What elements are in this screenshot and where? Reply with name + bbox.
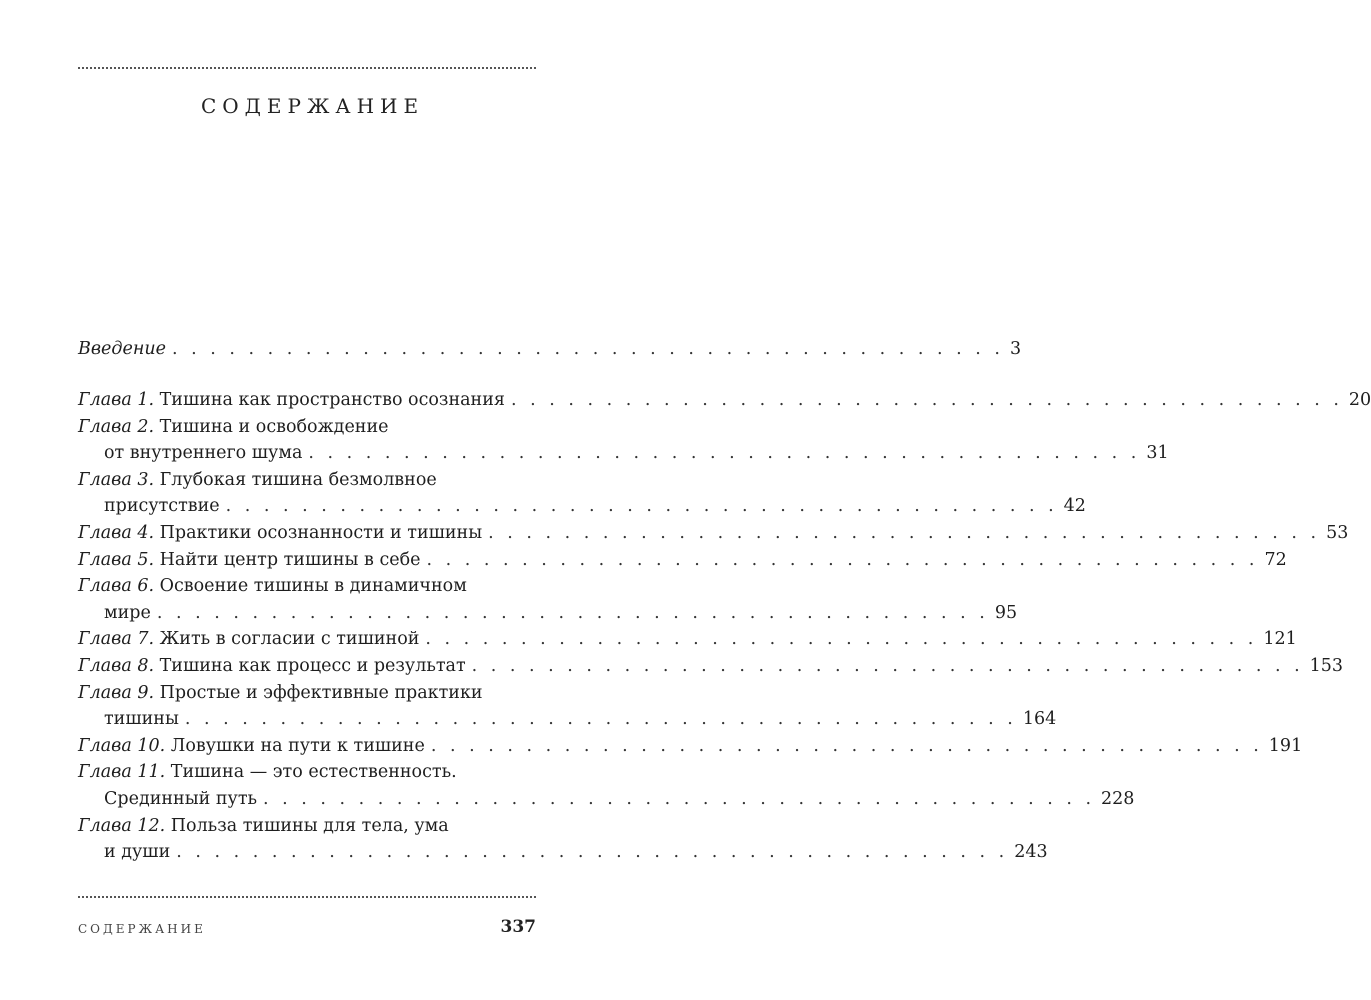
leader-dots: [482, 520, 1320, 546]
chapter-label: Глава 9.: [78, 682, 155, 703]
toc-line[interactable]: [78, 733, 1303, 759]
chapter-title: тишины: [104, 709, 179, 730]
toc-entry-text: [78, 733, 425, 759]
leader-dots: [302, 440, 1140, 466]
toc-page-number: 31: [1146, 443, 1169, 464]
toc-line[interactable]: [78, 467, 536, 493]
toc-page-number: 228: [1101, 789, 1135, 809]
chapter-title: Тишина и освобождение: [159, 416, 389, 437]
toc-page-number: 191: [1268, 735, 1303, 756]
leader-dots: [220, 493, 1058, 519]
toc-entry-text: [78, 816, 449, 836]
chapter-label: Глава 4.: [78, 523, 155, 543]
bottom-dotted-rule: [78, 896, 536, 898]
leader-dots: [170, 839, 1008, 865]
chapter-label: Глава 5.: [78, 549, 155, 570]
page-number: 337: [500, 917, 536, 937]
toc-line[interactable]: [78, 813, 536, 839]
chapter-title: мире: [104, 602, 151, 623]
toc-entry-text: [78, 683, 483, 703]
chapter-title: Найти центр тишины в себе: [159, 549, 421, 570]
toc-entry-text: [78, 470, 437, 490]
chapter-label: Глава 10.: [78, 735, 166, 756]
toc-line[interactable]: [78, 440, 1169, 466]
toc-line[interactable]: [78, 547, 1287, 573]
toc-page-number: 42: [1063, 496, 1086, 517]
toc-entry-text: [78, 547, 421, 573]
intro-label: Введение: [78, 339, 167, 359]
toc-page-number: 164: [1022, 709, 1057, 730]
chapter-title: Тишина — это естественность.: [170, 762, 457, 783]
toc-line[interactable]: [78, 600, 1018, 626]
leader-dots: [179, 706, 1017, 732]
chapter-title: Простые и эффективные практики: [159, 682, 483, 703]
leader-dots: [151, 600, 989, 626]
chapter-title: Польза тишины для тела, ума: [170, 815, 449, 836]
toc-page-number: 3: [1009, 339, 1022, 359]
chapter-label: Глава 6.: [78, 576, 155, 597]
toc-entry-text: [78, 839, 170, 865]
leader-dots: [466, 653, 1304, 679]
chapter-title: Тишина как пространство осознания: [159, 390, 505, 410]
toc-line[interactable]: [78, 680, 536, 706]
toc-entry-text: [78, 417, 389, 437]
toc-line[interactable]: [78, 414, 536, 440]
toc-page-number: 72: [1264, 549, 1287, 570]
toc-page-number: 95: [994, 602, 1018, 623]
toc-line[interactable]: [78, 706, 1057, 732]
chapter-label: Глава 2.: [78, 416, 155, 437]
leader-dots: [421, 547, 1259, 573]
toc-page-number: 121: [1263, 629, 1297, 650]
chapter-title: Тишина как процесс и результат: [159, 656, 466, 676]
chapter-title: Ловушки на пути к тишине: [170, 735, 425, 756]
running-head: СОДЕРЖАНИЕ: [78, 922, 206, 936]
toc-entry-text: [78, 762, 457, 782]
chapter-title: Срединный путь: [104, 789, 258, 809]
toc-line[interactable]: [78, 786, 1135, 812]
toc-line[interactable]: [78, 653, 1344, 679]
toc-page-number: 243: [1014, 842, 1048, 863]
toc-page-number: 53: [1326, 523, 1349, 543]
toc-entry-text: [78, 653, 466, 679]
chapter-title: и души: [104, 842, 171, 863]
leader-dots: [505, 387, 1343, 413]
chapter-title: присутствие: [104, 496, 220, 517]
toc-entry-text: [78, 493, 220, 519]
chapter-label: Глава 7.: [78, 629, 155, 650]
toc-entry-text: [78, 576, 467, 596]
leader-dots: [425, 733, 1263, 759]
toc-entry-text: [78, 336, 166, 362]
leader-dots: [257, 786, 1095, 812]
chapter-label: Глава 12.: [78, 815, 166, 836]
toc-entry-text: [78, 600, 151, 626]
toc-line[interactable]: [78, 759, 536, 785]
chapter-label: Глава 8.: [78, 656, 155, 676]
toc-line[interactable]: [78, 520, 1349, 546]
chapter-title: Жить в согласии с тишиной: [159, 629, 420, 650]
toc-line[interactable]: [78, 626, 1297, 652]
toc-line[interactable]: [78, 387, 1371, 413]
toc-entry-text: [78, 706, 179, 732]
chapter-title: Глубокая тишина безмолвное: [159, 469, 437, 490]
chapter-title: от внутреннего шума: [104, 443, 303, 464]
chapter-label: Глава 1.: [78, 390, 155, 410]
chapter-title: Практики осознанности и тишины: [159, 523, 483, 543]
toc-entry-text: [78, 440, 302, 466]
toc-line[interactable]: [78, 493, 1086, 519]
chapter-label: Глава 3.: [78, 469, 155, 490]
leader-dots: [419, 626, 1257, 652]
toc-line[interactable]: [78, 573, 536, 599]
chapter-label: Глава 11.: [78, 762, 166, 783]
toc-line[interactable]: [78, 336, 1022, 362]
toc-entry-text: [78, 626, 419, 652]
page-title: СОДЕРЖАНИЕ: [200, 94, 425, 118]
leader-dots: [166, 336, 1004, 362]
chapter-title: Освоение тишины в динамичном: [159, 576, 467, 597]
toc-entry-text: [78, 520, 482, 546]
toc-entry-text: [78, 786, 257, 812]
toc-page-number: 20: [1348, 390, 1371, 410]
toc-entry-text: [78, 387, 505, 413]
toc-line[interactable]: [78, 839, 1048, 865]
toc-page-number: 153: [1309, 656, 1344, 676]
top-dotted-rule: [78, 67, 536, 69]
